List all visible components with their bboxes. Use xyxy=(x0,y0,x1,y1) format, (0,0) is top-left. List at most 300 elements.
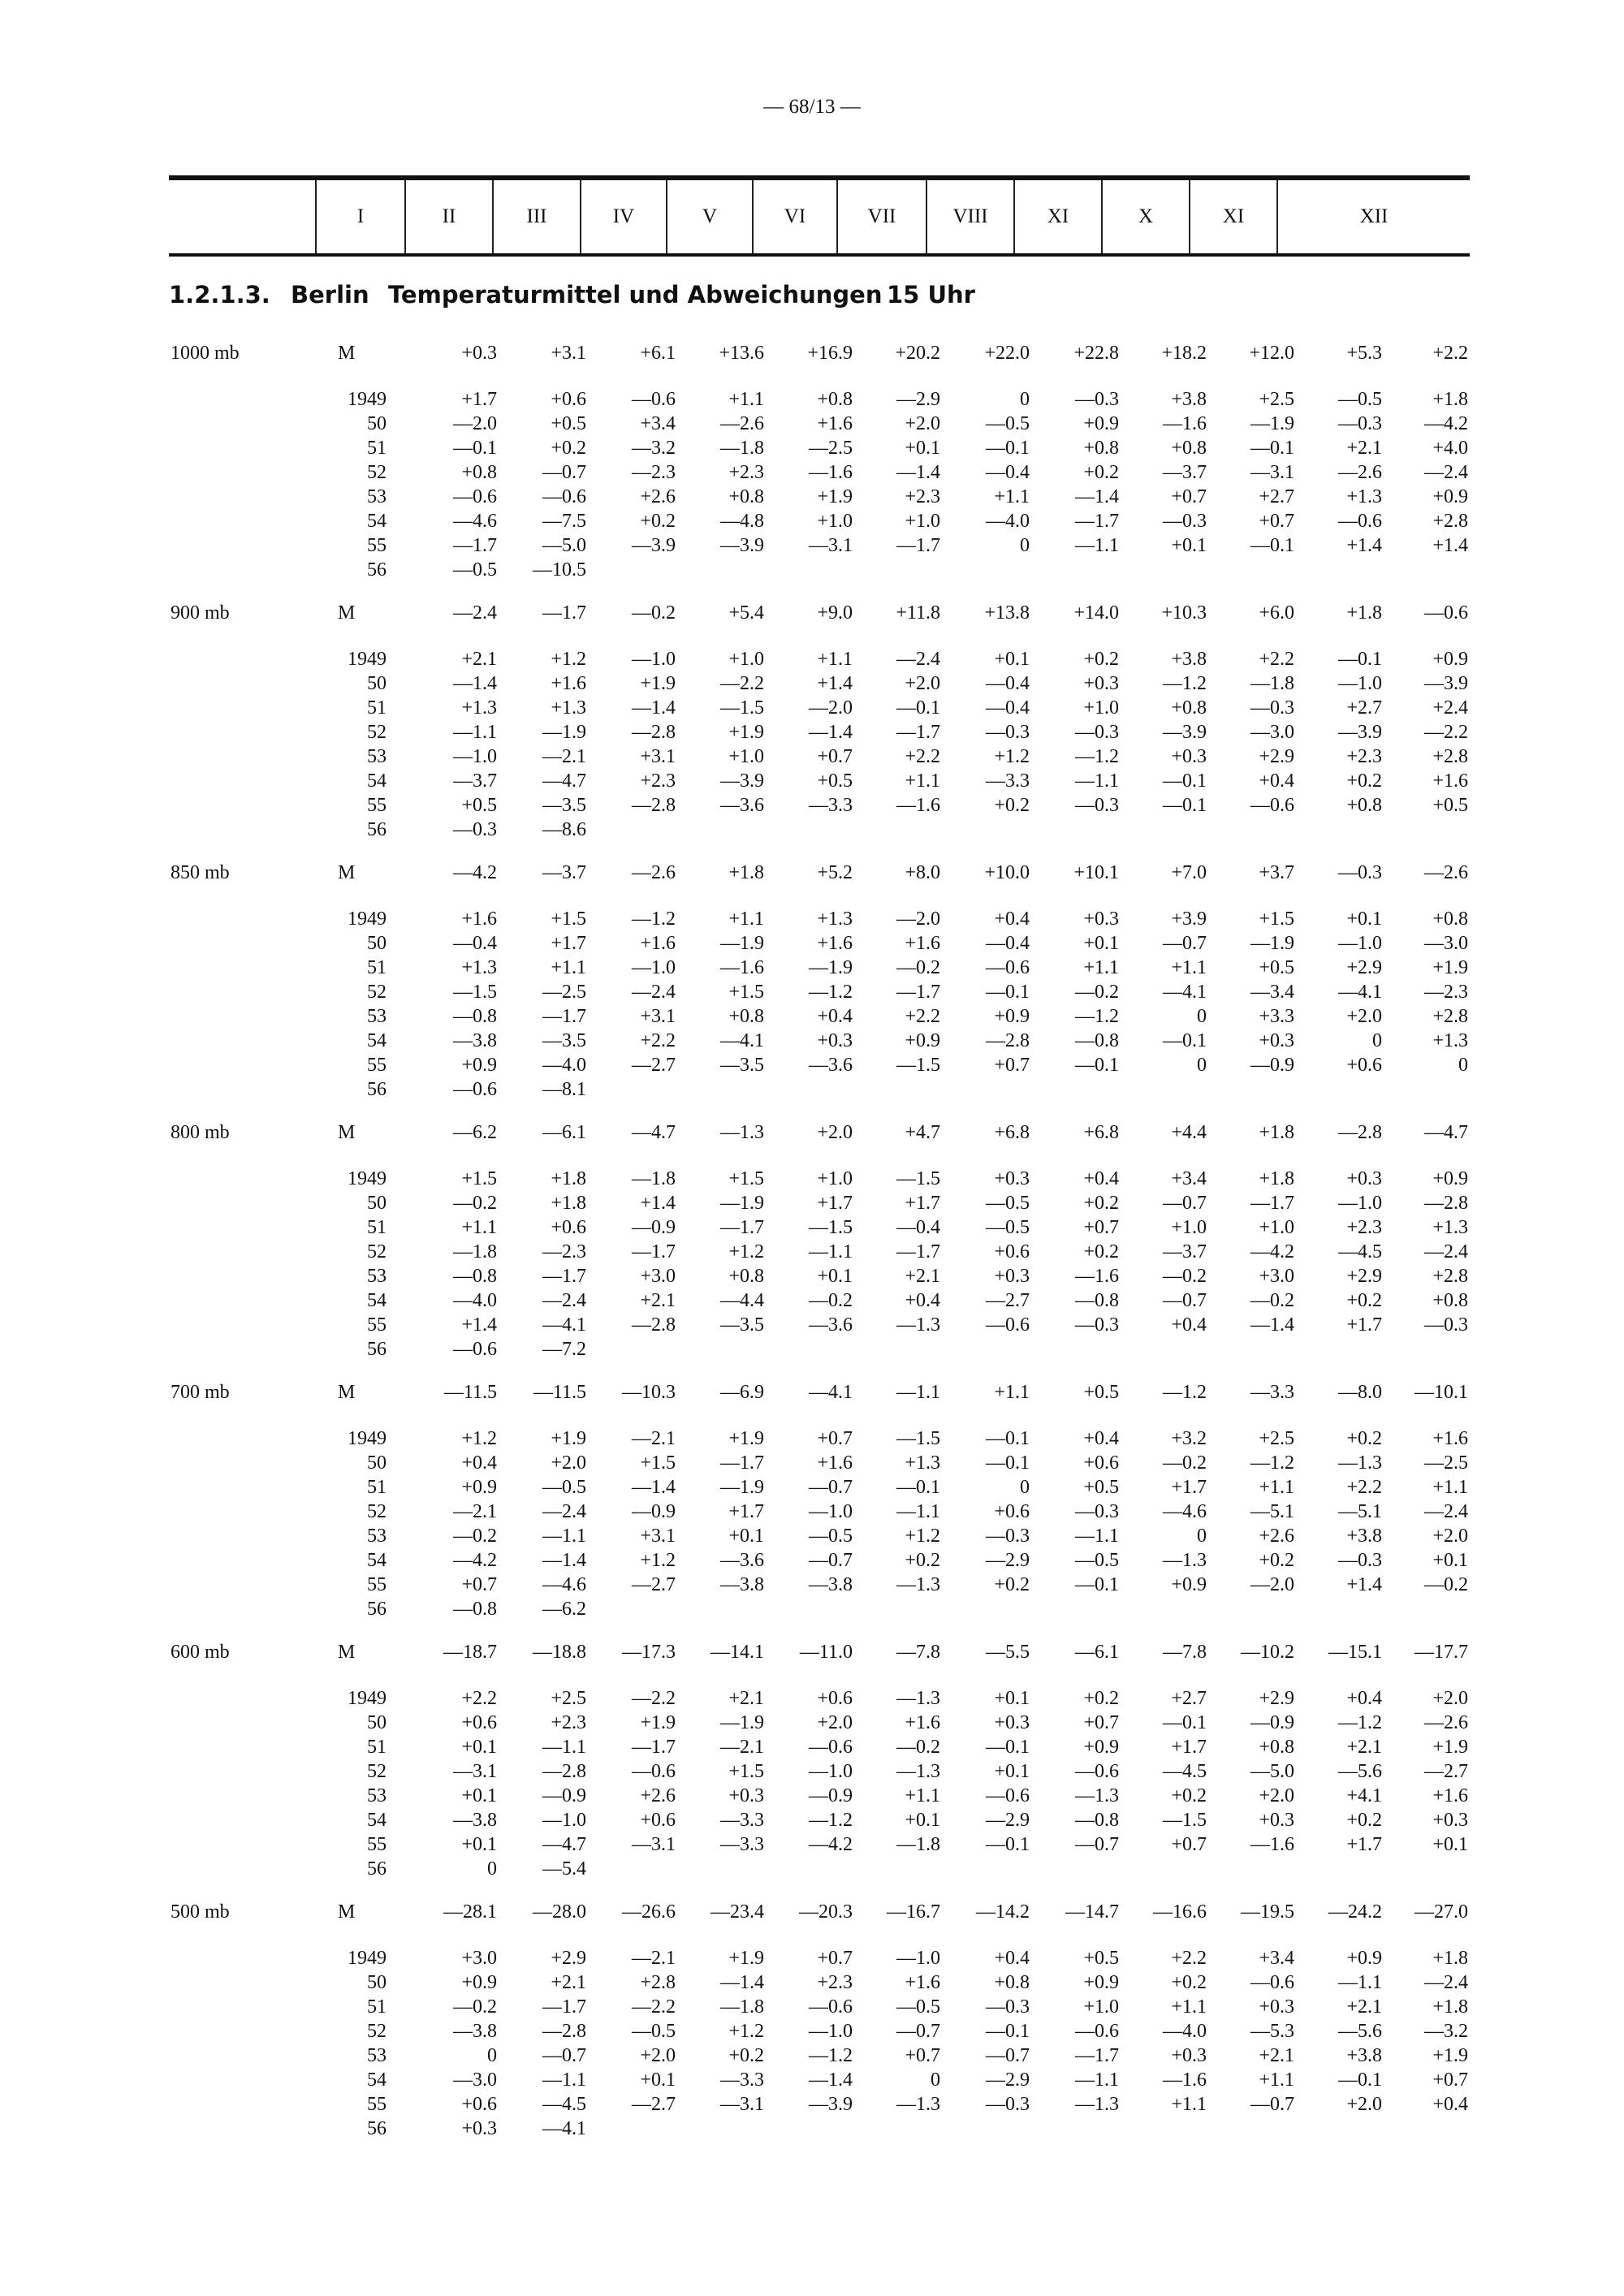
deviation-value: +0.5 xyxy=(461,795,497,816)
deviation-value: +0.6 xyxy=(461,1712,497,1733)
deviation-value: —7.2 xyxy=(542,1339,586,1360)
mean-row xyxy=(0,1640,1624,1664)
deviation-value: +0.3 xyxy=(461,2118,497,2139)
deviation-value: +1.0 xyxy=(1083,1996,1119,2018)
deviation-value: 0 xyxy=(1020,1477,1030,1498)
mean-value: —15.1 xyxy=(1328,1642,1382,1663)
year-row xyxy=(0,720,1624,744)
deviation-value: +0.1 xyxy=(1432,1834,1468,1855)
deviation-value: +1.4 xyxy=(461,1314,497,1336)
deviation-value: —1.6 xyxy=(896,795,940,816)
deviation-value: —3.8 xyxy=(453,1030,497,1051)
deviation-value: +0.3 xyxy=(1259,1996,1294,2018)
deviation-value: +1.8 xyxy=(551,1193,586,1214)
deviation-value: +0.4 xyxy=(1083,1428,1119,1449)
deviation-value: +0.2 xyxy=(994,795,1030,816)
mean-label: M xyxy=(338,1901,356,1923)
deviation-value: —1.4 xyxy=(896,462,940,483)
mean-value: +13.8 xyxy=(984,602,1030,624)
deviation-value: —3.9 xyxy=(809,2094,853,2115)
deviation-value: +0.9 xyxy=(461,1972,497,1993)
mean-value: —4.1 xyxy=(809,1382,853,1403)
deviation-value: —0.2 xyxy=(453,1193,497,1214)
deviation-value: +0.1 xyxy=(994,1761,1030,1782)
year-row xyxy=(0,1288,1624,1313)
deviation-value: +0.5 xyxy=(1083,1477,1119,1498)
year-row xyxy=(0,387,1624,412)
deviation-value: +1.1 xyxy=(728,908,764,930)
deviation-value: —2.1 xyxy=(632,1948,676,1969)
year-label: 1949 xyxy=(348,1688,387,1709)
month-header-6: VI xyxy=(752,180,836,253)
deviation-value: —0.1 xyxy=(1163,770,1207,792)
deviation-value: +2.6 xyxy=(640,1785,676,1806)
year-row xyxy=(0,793,1624,818)
deviation-value: +1.1 xyxy=(905,770,940,792)
deviation-value: —2.6 xyxy=(720,413,764,434)
deviation-value: —3.9 xyxy=(632,535,676,556)
deviation-value: —2.1 xyxy=(453,1501,497,1522)
deviation-value: —0.5 xyxy=(453,559,497,580)
deviation-value: +1.0 xyxy=(1259,1217,1294,1238)
deviation-value: +2.1 xyxy=(905,1266,940,1287)
deviation-value: +1.6 xyxy=(905,1972,940,1993)
deviation-value: —2.8 xyxy=(542,1761,586,1782)
year-row xyxy=(0,1240,1624,1264)
deviation-value: —2.9 xyxy=(986,1550,1030,1571)
deviation-value: —1.3 xyxy=(1075,2094,1119,2115)
deviation-value: —0.1 xyxy=(1338,649,1382,670)
deviation-value: +1.5 xyxy=(728,1168,764,1189)
deviation-value: —0.1 xyxy=(896,697,940,719)
deviation-value: +0.9 xyxy=(1432,486,1468,507)
deviation-value: —2.8 xyxy=(542,2021,586,2042)
mean-value: —2.6 xyxy=(1424,862,1468,883)
deviation-value: —0.3 xyxy=(986,1996,1030,2018)
year-label: 54 xyxy=(367,1030,387,1051)
deviation-value: —0.2 xyxy=(809,1290,853,1311)
deviation-value: +1.1 xyxy=(551,957,586,978)
deviation-value: +0.6 xyxy=(551,1217,586,1238)
deviation-value: +0.6 xyxy=(551,389,586,410)
month-header-2: II xyxy=(404,180,492,253)
year-label: 55 xyxy=(367,1834,387,1855)
deviation-value: +3.8 xyxy=(1171,649,1207,670)
mean-row xyxy=(0,601,1624,625)
deviation-value: +1.3 xyxy=(1432,1217,1468,1238)
year-row xyxy=(0,1215,1624,1240)
deviation-value: —0.2 xyxy=(1424,1574,1468,1595)
table-subject: Temperaturmittel und Abweichungen xyxy=(388,281,883,309)
deviation-value: —4.6 xyxy=(542,1574,586,1595)
deviation-value: —4.0 xyxy=(453,1290,497,1311)
deviation-value: —1.3 xyxy=(896,1761,940,1782)
deviation-value: +1.7 xyxy=(905,1193,940,1214)
deviation-value: —4.4 xyxy=(720,1290,764,1311)
deviation-value: —5.6 xyxy=(1338,2021,1382,2042)
deviation-value: +1.0 xyxy=(1171,1217,1207,1238)
deviation-value: +2.2 xyxy=(905,746,940,767)
mean-value: —14.7 xyxy=(1065,1901,1119,1923)
deviation-value: —0.1 xyxy=(1163,1712,1207,1733)
deviation-value: +0.9 xyxy=(1171,1574,1207,1595)
deviation-value: —1.0 xyxy=(632,649,676,670)
mean-value: —1.1 xyxy=(896,1382,940,1403)
deviation-value: +1.9 xyxy=(1432,2045,1468,2066)
deviation-value: —3.6 xyxy=(720,795,764,816)
mean-value: +10.3 xyxy=(1161,602,1207,624)
year-row xyxy=(0,1426,1624,1451)
deviation-value: —0.2 xyxy=(453,1526,497,1547)
mean-value: —3.3 xyxy=(1250,1382,1294,1403)
month-header-7: VII xyxy=(836,180,926,253)
mean-value: +1.8 xyxy=(728,862,764,883)
deviation-value: +2.1 xyxy=(1346,1996,1382,2018)
year-row xyxy=(0,509,1624,533)
deviation-value: +1.9 xyxy=(640,1712,676,1733)
deviation-value: —1.9 xyxy=(542,722,586,743)
deviation-value: +0.6 xyxy=(461,2094,497,2115)
deviation-value: +3.2 xyxy=(1171,1428,1207,1449)
month-header-5: V xyxy=(666,180,752,253)
deviation-value: +3.1 xyxy=(640,1006,676,1027)
mean-value: —4.7 xyxy=(632,1122,676,1143)
deviation-value: +1.5 xyxy=(728,1761,764,1782)
deviation-value: —0.3 xyxy=(453,819,497,840)
deviation-value: +2.0 xyxy=(1432,1526,1468,1547)
deviation-value: +0.8 xyxy=(1432,908,1468,930)
deviation-value: —3.2 xyxy=(632,438,676,459)
deviation-value: 0 xyxy=(487,2045,497,2066)
deviation-value: +2.8 xyxy=(1432,511,1468,532)
month-header-3: III xyxy=(492,180,580,253)
deviation-value: +0.2 xyxy=(1259,1550,1294,1571)
deviation-value: —0.6 xyxy=(1075,2021,1119,2042)
mean-value: +0.5 xyxy=(1083,1382,1119,1403)
deviation-value: +1.4 xyxy=(640,1193,676,1214)
year-label: 53 xyxy=(367,1006,387,1027)
year-label: 54 xyxy=(367,1290,387,1311)
deviation-value: +2.1 xyxy=(1259,2045,1294,2066)
deviation-value: —1.3 xyxy=(896,1574,940,1595)
mean-value: —16.6 xyxy=(1153,1901,1207,1923)
deviation-value: —4.0 xyxy=(986,511,1030,532)
mean-value: —7.8 xyxy=(896,1642,940,1663)
deviation-value: +2.3 xyxy=(640,770,676,792)
deviation-value: +0.2 xyxy=(1083,649,1119,670)
deviation-value: —2.6 xyxy=(1338,462,1382,483)
deviation-value: —5.4 xyxy=(542,1858,586,1880)
year-label: 53 xyxy=(367,486,387,507)
deviation-value: +0.9 xyxy=(994,1006,1030,1027)
mean-value: —0.2 xyxy=(632,602,676,624)
deviation-value: +1.7 xyxy=(1171,1737,1207,1758)
deviation-value: +0.6 xyxy=(1346,1055,1382,1076)
observation-time: 15 Uhr xyxy=(887,281,975,309)
year-row xyxy=(0,818,1624,842)
deviation-value: —8.6 xyxy=(542,819,586,840)
deviation-value: —2.0 xyxy=(809,697,853,719)
deviation-value: —1.1 xyxy=(1075,2069,1119,2091)
deviation-value: +0.4 xyxy=(1171,1314,1207,1336)
deviation-value: —4.2 xyxy=(1424,413,1468,434)
deviation-value: +1.0 xyxy=(905,511,940,532)
mean-value: +7.0 xyxy=(1171,862,1207,883)
deviation-value: +1.8 xyxy=(1432,389,1468,410)
mean-value: —5.5 xyxy=(986,1642,1030,1663)
deviation-value: —0.2 xyxy=(1163,1266,1207,1287)
mean-value: —10.1 xyxy=(1415,1382,1468,1403)
deviation-value: +0.6 xyxy=(817,1688,853,1709)
deviation-value: +1.7 xyxy=(1346,1834,1382,1855)
mean-value: —18.7 xyxy=(443,1642,497,1663)
mean-value: —26.6 xyxy=(622,1901,676,1923)
mean-value: —24.2 xyxy=(1328,1901,1382,1923)
deviation-value: +2.7 xyxy=(1171,1688,1207,1709)
deviation-value: —3.1 xyxy=(632,1834,676,1855)
deviation-value: —0.4 xyxy=(986,697,1030,719)
deviation-value: +2.1 xyxy=(1346,438,1382,459)
deviation-value: +2.2 xyxy=(1346,1477,1382,1498)
deviation-value: —1.9 xyxy=(720,1712,764,1733)
deviation-value: —3.3 xyxy=(720,2069,764,2091)
deviation-value: —1.2 xyxy=(632,908,676,930)
deviation-value: —4.1 xyxy=(1163,982,1207,1003)
deviation-value: +0.7 xyxy=(461,1574,497,1595)
deviation-value: —1.5 xyxy=(896,1055,940,1076)
deviation-value: +0.8 xyxy=(1171,697,1207,719)
year-row xyxy=(0,1524,1624,1548)
deviation-value: +1.1 xyxy=(1171,2094,1207,2115)
year-label: 50 xyxy=(367,1972,387,1993)
deviation-value: +1.9 xyxy=(640,673,676,694)
year-label: 50 xyxy=(367,933,387,954)
deviation-value: —0.3 xyxy=(1075,389,1119,410)
mean-value: —6.9 xyxy=(720,1382,764,1403)
deviation-value: 0 xyxy=(487,1858,497,1880)
deviation-value: —2.5 xyxy=(1424,1452,1468,1474)
deviation-value: —1.3 xyxy=(1163,1550,1207,1571)
deviation-value: +0.3 xyxy=(1083,673,1119,694)
year-label: 50 xyxy=(367,673,387,694)
deviation-value: +1.4 xyxy=(1346,535,1382,556)
mean-value: —0.3 xyxy=(1338,862,1382,883)
deviation-value: +1.3 xyxy=(461,697,497,719)
deviation-value: +2.5 xyxy=(551,1688,586,1709)
deviation-value: +1.1 xyxy=(994,486,1030,507)
deviation-value: —0.5 xyxy=(986,1193,1030,1214)
deviation-value: —0.8 xyxy=(453,1266,497,1287)
deviation-value: —0.2 xyxy=(1075,982,1119,1003)
year-row xyxy=(0,1597,1624,1621)
deviation-value: —2.9 xyxy=(986,1810,1030,1831)
deviation-value: —0.6 xyxy=(632,389,676,410)
deviation-value: +0.6 xyxy=(1083,1452,1119,1474)
deviation-value: +0.2 xyxy=(1171,1972,1207,1993)
deviation-value: —3.3 xyxy=(720,1810,764,1831)
deviation-value: +1.8 xyxy=(1432,1996,1468,2018)
deviation-value: —0.5 xyxy=(986,413,1030,434)
deviation-value: —1.0 xyxy=(1338,933,1382,954)
year-label: 56 xyxy=(367,819,387,840)
deviation-value: +0.1 xyxy=(461,1737,497,1758)
deviation-value: +3.4 xyxy=(640,413,676,434)
deviation-value: —1.2 xyxy=(809,1810,853,1831)
deviation-value: +1.2 xyxy=(728,1241,764,1262)
deviation-value: —5.3 xyxy=(1250,2021,1294,2042)
deviation-value: —0.1 xyxy=(1163,795,1207,816)
deviation-value: —3.6 xyxy=(720,1550,764,1571)
deviation-value: 0 xyxy=(1197,1526,1207,1547)
deviation-value: +0.2 xyxy=(1346,770,1382,792)
deviation-value: +0.7 xyxy=(1432,2069,1468,2091)
year-row xyxy=(0,1077,1624,1102)
deviation-value: —0.1 xyxy=(1163,1030,1207,1051)
deviation-value: —2.9 xyxy=(986,2069,1030,2091)
deviation-value: +2.1 xyxy=(728,1688,764,1709)
deviation-value: +2.0 xyxy=(1432,1688,1468,1709)
deviation-value: —0.6 xyxy=(453,1339,497,1360)
deviation-value: +1.3 xyxy=(1432,1030,1468,1051)
deviation-value: —2.7 xyxy=(1424,1761,1468,1782)
deviation-value: —0.2 xyxy=(453,1996,497,2018)
deviation-value: —1.0 xyxy=(896,1948,940,1969)
deviation-value: —2.8 xyxy=(1424,1193,1468,1214)
deviation-value: +3.9 xyxy=(1171,908,1207,930)
deviation-value: —3.9 xyxy=(1424,673,1468,694)
deviation-value: —8.1 xyxy=(542,1079,586,1100)
year-label: 54 xyxy=(367,2069,387,2091)
deviation-value: +2.0 xyxy=(817,1712,853,1733)
deviation-value: +1.9 xyxy=(1432,1737,1468,1758)
deviation-value: +1.3 xyxy=(905,1452,940,1474)
deviation-value: —1.3 xyxy=(896,1314,940,1336)
deviation-value: —0.3 xyxy=(1075,1501,1119,1522)
deviation-value: —0.7 xyxy=(1163,1290,1207,1311)
deviation-value: —2.1 xyxy=(720,1737,764,1758)
year-label: 51 xyxy=(367,1217,387,1238)
mean-value: +22.8 xyxy=(1073,343,1119,364)
deviation-value: +1.3 xyxy=(551,697,586,719)
deviation-value: —3.5 xyxy=(542,795,586,816)
deviation-value: —2.7 xyxy=(632,1574,676,1595)
deviation-value: —1.5 xyxy=(453,982,497,1003)
deviation-value: +0.8 xyxy=(461,462,497,483)
deviation-value: —1.1 xyxy=(542,1526,586,1547)
deviation-value: 0 xyxy=(1372,1030,1382,1051)
year-label: 52 xyxy=(367,2021,387,2042)
deviation-value: +0.8 xyxy=(1083,438,1119,459)
deviation-value: —2.4 xyxy=(1424,1241,1468,1262)
deviation-value: +1.2 xyxy=(461,1428,497,1449)
deviation-value: —4.1 xyxy=(1338,982,1382,1003)
deviation-value: +1.1 xyxy=(728,389,764,410)
deviation-value: —4.2 xyxy=(809,1834,853,1855)
mean-label: M xyxy=(338,1642,356,1663)
deviation-value: —3.7 xyxy=(1163,462,1207,483)
deviation-value: +1.1 xyxy=(817,649,853,670)
deviation-value: —3.3 xyxy=(720,1834,764,1855)
deviation-value: —0.3 xyxy=(1424,1314,1468,1336)
year-label: 50 xyxy=(367,1452,387,1474)
deviation-value: —1.1 xyxy=(1338,1972,1382,1993)
year-label: 55 xyxy=(367,1574,387,1595)
deviation-value: —1.1 xyxy=(1075,770,1119,792)
deviation-value: —3.9 xyxy=(720,770,764,792)
deviation-value: +3.3 xyxy=(1259,1006,1294,1027)
deviation-value: +2.1 xyxy=(1346,1737,1382,1758)
deviation-value: —0.5 xyxy=(986,1217,1030,1238)
deviation-value: —1.6 xyxy=(809,462,853,483)
year-row xyxy=(0,1573,1624,1597)
mean-value: —4.7 xyxy=(1424,1122,1468,1143)
year-row xyxy=(0,671,1624,696)
deviation-value: —0.3 xyxy=(1075,795,1119,816)
deviation-value: —2.4 xyxy=(542,1290,586,1311)
year-row xyxy=(0,1686,1624,1711)
deviation-value: +0.5 xyxy=(1432,795,1468,816)
deviation-value: —4.7 xyxy=(542,1834,586,1855)
deviation-value: +1.0 xyxy=(728,746,764,767)
deviation-value: —2.4 xyxy=(1424,462,1468,483)
year-row xyxy=(0,412,1624,436)
mean-value: —17.3 xyxy=(622,1642,676,1663)
deviation-value: +0.8 xyxy=(1346,795,1382,816)
deviation-value: +2.3 xyxy=(1346,746,1382,767)
deviation-value: —3.9 xyxy=(720,535,764,556)
deviation-value: +2.9 xyxy=(1259,1688,1294,1709)
deviation-value: —1.7 xyxy=(542,1996,586,2018)
deviation-value: +0.1 xyxy=(905,438,940,459)
year-label: 56 xyxy=(367,559,387,580)
mean-value: +4.4 xyxy=(1171,1122,1207,1143)
deviation-value: +1.9 xyxy=(1432,957,1468,978)
mean-value: —28.1 xyxy=(443,1901,497,1923)
deviation-value: +0.2 xyxy=(1083,1688,1119,1709)
deviation-value: —0.9 xyxy=(1250,1712,1294,1733)
deviation-value: +1.8 xyxy=(1432,1948,1468,1969)
deviation-value: —4.0 xyxy=(1163,2021,1207,2042)
deviation-value: +0.2 xyxy=(1346,1290,1382,1311)
deviation-value: —0.4 xyxy=(896,1217,940,1238)
deviation-value: —3.1 xyxy=(453,1761,497,1782)
deviation-value: —2.7 xyxy=(632,1055,676,1076)
deviation-value: +1.6 xyxy=(817,413,853,434)
deviation-value: +2.0 xyxy=(905,413,940,434)
deviation-value: +1.7 xyxy=(1346,1314,1382,1336)
deviation-value: +0.3 xyxy=(994,1168,1030,1189)
deviation-value: —1.4 xyxy=(1075,486,1119,507)
mean-value: —23.4 xyxy=(710,1901,764,1923)
year-label: 53 xyxy=(367,1785,387,1806)
deviation-value: +0.8 xyxy=(1432,1290,1468,1311)
deviation-value: —1.3 xyxy=(896,1688,940,1709)
mean-row xyxy=(0,341,1624,365)
deviation-value: —5.0 xyxy=(1250,1761,1294,1782)
deviation-value: —3.0 xyxy=(1250,722,1294,743)
year-label: 51 xyxy=(367,697,387,719)
deviation-value: —2.2 xyxy=(1424,722,1468,743)
deviation-value: +1.6 xyxy=(817,1452,853,1474)
deviation-value: +0.7 xyxy=(905,2045,940,2066)
deviation-value: —5.1 xyxy=(1338,1501,1382,1522)
deviation-value: —0.1 xyxy=(986,438,1030,459)
deviation-value: —1.4 xyxy=(632,1477,676,1498)
deviation-value: +0.2 xyxy=(1083,1241,1119,1262)
deviation-value: —0.2 xyxy=(896,957,940,978)
deviation-value: +1.5 xyxy=(728,982,764,1003)
deviation-value: —3.0 xyxy=(453,2069,497,2091)
